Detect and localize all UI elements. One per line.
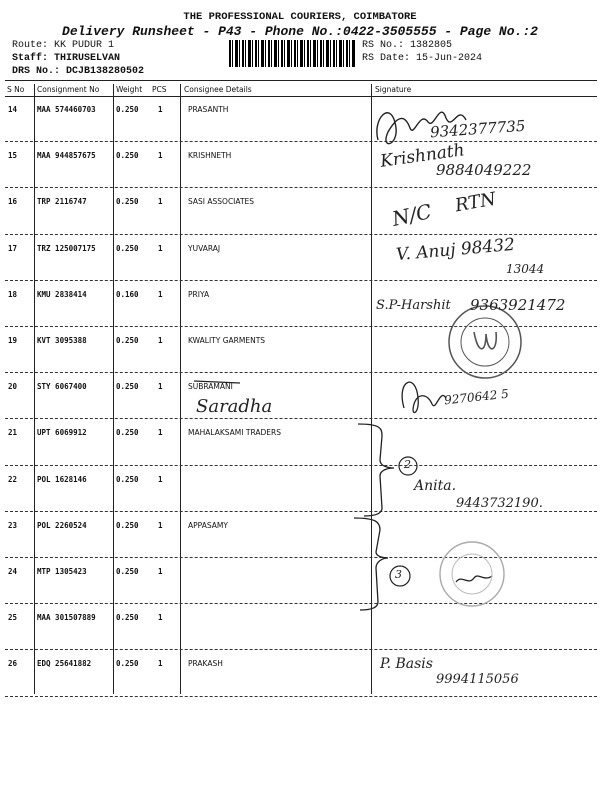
row-weight: 0.250 <box>116 567 139 576</box>
group-brace <box>358 424 394 516</box>
hw-name: Krishnath <box>379 140 466 172</box>
row-sno: 18 <box>8 290 18 299</box>
row-consignment-no: MAA 574460703 <box>37 105 96 114</box>
row-weight: 0.250 <box>116 151 139 160</box>
row-weight: 0.250 <box>116 244 139 253</box>
row-consignee: APPASAMY <box>188 521 228 530</box>
row-pcs: 1 <box>158 336 163 345</box>
row-pcs: 1 <box>158 290 163 299</box>
row-consignee: KWALITY GARMENTS <box>188 336 266 345</box>
hw-name: V. Anuj 98432 <box>395 234 516 266</box>
row-weight: 0.160 <box>116 290 139 299</box>
col-signature: Signature <box>375 85 412 94</box>
row-consignment-no: POL 2260524 <box>37 521 87 530</box>
row-sno: 26 <box>8 659 18 668</box>
row-pcs: 1 <box>158 659 163 668</box>
row-sno: 14 <box>8 105 18 114</box>
group-brace <box>354 518 388 610</box>
row-pcs: 1 <box>158 382 163 391</box>
col-consignment: Consignment No <box>37 85 100 94</box>
hw-group-number: 2 <box>404 458 411 471</box>
signature-scribble <box>456 576 492 582</box>
row-sno: 16 <box>8 197 18 206</box>
hw-phone: 9994115056 <box>436 672 519 687</box>
company-stamp <box>449 306 521 378</box>
row-sno: 21 <box>8 428 18 437</box>
row-weight: 0.250 <box>116 197 139 206</box>
row-sno: 17 <box>8 244 18 253</box>
row-consignment-no: MAA 301507889 <box>37 613 96 622</box>
row-pcs: 1 <box>158 475 163 484</box>
col-weight: Weight <box>116 85 143 94</box>
rs-date: RS Date: 15-Jun-2024 <box>362 53 483 64</box>
row-pcs: 1 <box>158 105 163 114</box>
signature-scribble <box>402 382 446 412</box>
row-pcs: 1 <box>158 244 163 253</box>
row-weight: 0.250 <box>116 659 139 668</box>
hw-name: P. Basis <box>380 656 433 672</box>
hw-group-number: 3 <box>395 568 402 581</box>
hw-name: S.P-Harshit <box>376 298 451 313</box>
hw-name: Saradha <box>196 396 273 417</box>
row-pcs: 1 <box>158 613 163 622</box>
row-sno: 20 <box>8 382 18 391</box>
staff: Staff: THIRUSELVAN <box>12 53 121 64</box>
row-consignment-no: UPT 6069912 <box>37 428 87 437</box>
strike-through <box>194 381 240 383</box>
hw-phone: 9363921472 <box>470 296 566 314</box>
row-pcs: 1 <box>158 521 163 530</box>
hw-phone: 9443732190. <box>456 496 543 511</box>
row-consignment-no: KVT 3095388 <box>37 336 87 345</box>
row-sno: 22 <box>8 475 18 484</box>
row-weight: 0.250 <box>116 105 139 114</box>
row-consignee: PRIYA <box>188 290 210 299</box>
hw-phone: 13044 <box>506 262 545 276</box>
row-weight: 0.250 <box>116 428 139 437</box>
drs-number: DRS No.: DCJB138280502 <box>12 66 145 77</box>
hw-phone: 9342377735 <box>429 116 526 142</box>
row-consignment-no: STY 6067400 <box>37 382 87 391</box>
faint-stamp <box>440 542 504 606</box>
row-consignee: KRISHNETH <box>188 151 232 160</box>
hw-note: N/C <box>389 199 434 231</box>
row-sno: 15 <box>8 151 18 160</box>
route: Route: KK PUDUR 1 <box>12 40 115 51</box>
hw-phone: 9270642 5 <box>443 386 510 408</box>
row-consignment-no: MTP 1305423 <box>37 567 87 576</box>
row-consignment-no: EDQ 25641882 <box>37 659 92 668</box>
row-consignee: PRAKASH <box>188 659 223 668</box>
hw-note: RTN <box>453 188 498 217</box>
row-sno: 25 <box>8 613 18 622</box>
row-consignment-no: KMU 2838414 <box>37 290 87 299</box>
row-consignee: YUVARAJ <box>188 244 221 253</box>
row-sno: 19 <box>8 336 18 345</box>
row-consignment-no: MAA 944857675 <box>37 151 96 160</box>
row-pcs: 1 <box>158 567 163 576</box>
row-weight: 0.250 <box>116 475 139 484</box>
hw-name: Anita. <box>414 478 457 494</box>
row-consignment-no: TRP 2116747 <box>37 197 87 206</box>
row-consignee: MAHALAKSAMI TRADERS <box>188 428 281 437</box>
row-consignee: SASI ASSOCIATES <box>188 197 255 206</box>
row-weight: 0.250 <box>116 613 139 622</box>
row-consignment-no: TRZ 125007175 <box>37 244 96 253</box>
company-name: THE PROFESSIONAL COURIERS, COIMBATORE <box>183 11 417 23</box>
row-consignee: PRASANTH <box>188 105 229 114</box>
hw-phone: 9884049222 <box>436 161 532 179</box>
row-pcs: 1 <box>158 197 163 206</box>
row-sno: 23 <box>8 521 18 530</box>
row-pcs: 1 <box>158 428 163 437</box>
row-sno: 24 <box>8 567 18 576</box>
row-weight: 0.250 <box>116 521 139 530</box>
runsheet-title: Delivery Runsheet - P43 - Phone No.:0422-3505555 - Page No.:2 <box>62 24 538 39</box>
row-consignee: SUBRAMANI <box>188 382 233 391</box>
row-pcs: 1 <box>158 151 163 160</box>
col-consignee: Consignee Details <box>184 85 252 94</box>
row-weight: 0.250 <box>116 382 139 391</box>
row-consignment-no: POL 1628146 <box>37 475 87 484</box>
col-sno: S No <box>7 85 25 94</box>
col-pcs: PCS <box>152 85 167 94</box>
row-weight: 0.250 <box>116 336 139 345</box>
rs-number: RS No.: 1382805 <box>362 40 453 51</box>
